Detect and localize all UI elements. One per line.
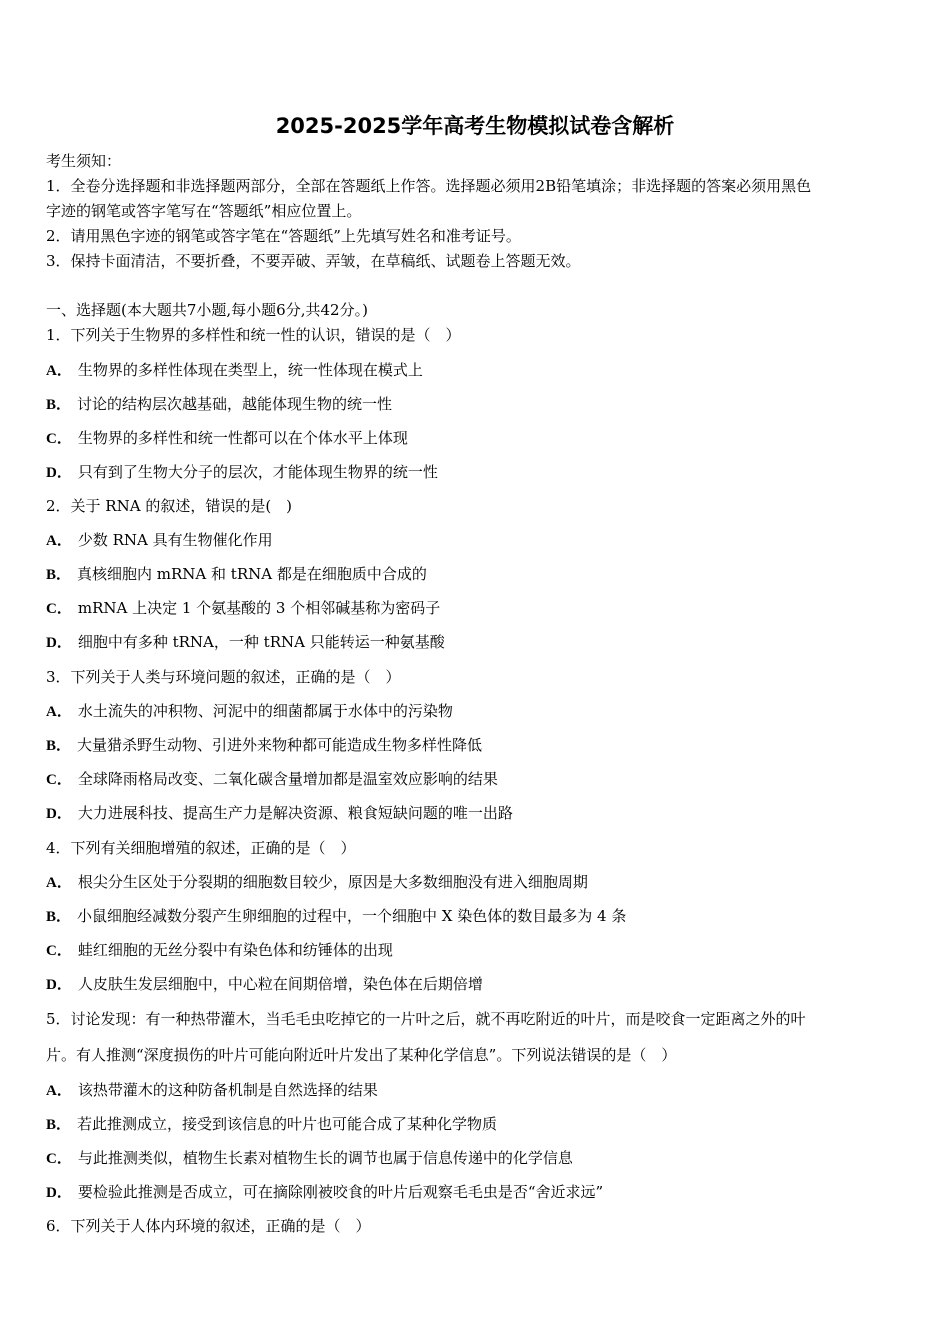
option-letter: C．: [46, 601, 72, 617]
answer-option: [46, 394, 392, 415]
answer-option: [46, 1080, 378, 1101]
option-text: 要检验此推测是否成立，可在摘除刚被咬食的叶片后观察毛毛虫是否“舍近求远”: [77, 1183, 604, 1201]
option-text: 若此推测成立，接受到该信息的叶片也可能合成了某种化学物质: [77, 1115, 498, 1133]
option-letter: C．: [46, 772, 72, 788]
option-text: 大力进展科技、提高生产力是解决资源、粮食短缺问题的唯一出路: [77, 804, 513, 822]
answer-option: [46, 803, 513, 824]
option-text: 生物界的多样性和统一性都可以在个体水平上体现: [77, 429, 408, 447]
option-text: 细胞中有多种 tRNA，一种 tRNA 只能转运一种氨基酸: [77, 633, 445, 651]
answer-option: [46, 632, 445, 653]
option-text: 大量猎杀野生动物、引进外来物种都可能造成生物多样性降低: [77, 736, 483, 754]
option-letter: A．: [46, 533, 72, 549]
answer-option: [46, 1148, 573, 1169]
option-letter: B．: [46, 738, 72, 754]
answer-option: [46, 360, 423, 381]
answer-option: [46, 735, 482, 756]
option-letter: B．: [46, 397, 72, 413]
option-letter: D．: [46, 1185, 72, 1201]
option-letter: C．: [46, 1151, 72, 1167]
answer-option: [46, 701, 453, 722]
option-text: 全球降雨格局改变、二氧化碳含量增加都是温室效应影响的结果: [77, 770, 498, 788]
option-letter: D．: [46, 635, 72, 651]
option-text: 只有到了生物大分子的层次，才能体现生物界的统一性: [77, 463, 438, 481]
option-text: 生物界的多样性体现在类型上，统一性体现在模式上: [77, 361, 423, 379]
notice-heading: 考生须知：: [46, 152, 122, 170]
option-letter: D．: [46, 806, 72, 822]
option-letter: A．: [46, 875, 72, 891]
option-text: 真核细胞内 mRNA 和 tRNA 都是在细胞质中合成的: [77, 565, 427, 583]
answer-option: [46, 598, 440, 619]
option-letter: A．: [46, 704, 72, 720]
answer-option: [46, 940, 393, 961]
option-letter: D．: [46, 465, 72, 481]
option-text: 小鼠细胞经减数分裂产生卵细胞的过程中，一个细胞中 X 染色体的数目最多为 4 条: [77, 907, 627, 925]
answer-option: [46, 872, 588, 893]
question-stem: 6．下列关于人体内环境的叙述，正确的是（ ）: [46, 1217, 371, 1235]
option-text: 蛙红细胞的无丝分裂中有染色体和纺锤体的出现: [77, 941, 393, 959]
answer-option: [46, 769, 498, 790]
question-stem-continued: 片。有人推测“深度损伤的叶片可能向附近叶片发出了某种化学信息”。下列说法错误的是（ ）: [46, 1046, 677, 1064]
answer-option: [46, 530, 273, 551]
answer-option: [46, 1114, 497, 1135]
notice-item: 3．保持卡面清洁，不要折叠，不要弄破、弄皱，在草稿纸、试题卷上答题无效。: [46, 252, 581, 270]
option-letter: C．: [46, 431, 72, 447]
option-letter: B．: [46, 567, 72, 583]
notice-item: 1．全卷分选择题和非选择题两部分，全部在答题纸上作答。选择题必须用2B铅笔填涂；非选择题的答案必须用黑色: [46, 177, 812, 195]
option-letter: D．: [46, 977, 72, 993]
question-stem: 1．下列关于生物界的多样性和统一性的认识，错误的是（ ）: [46, 326, 461, 344]
option-letter: B．: [46, 909, 72, 925]
option-text: 少数 RNA 具有生物催化作用: [77, 531, 273, 549]
option-text: 讨论的结构层次越基础，越能体现生物的统一性: [77, 395, 393, 413]
notice-item: 2．请用黑色字迹的钢笔或答字笔在“答题纸”上先填写姓名和准考证号。: [46, 227, 521, 245]
page-title: 2025-2025学年高考生物模拟试卷含解析: [275, 114, 675, 138]
option-text: 根尖分生区处于分裂期的细胞数目较少，原因是大多数细胞没有进入细胞周期: [77, 873, 588, 891]
option-text: 水土流失的冲积物、河泥中的细菌都属于水体中的污染物: [77, 702, 453, 720]
answer-option: [46, 564, 427, 585]
question-stem: 3．下列关于人类与环境问题的叙述，正确的是（ ）: [46, 668, 401, 686]
option-letter: C．: [46, 943, 72, 959]
option-text: 人皮肤生发层细胞中，中心粒在间期倍增，染色体在后期倍增: [77, 975, 483, 993]
answer-option: [46, 974, 483, 995]
option-text: 该热带灌木的这种防备机制是自然选择的结果: [77, 1081, 378, 1099]
option-text: 与此推测类似，植物生长素对植物生长的调节也属于信息传递中的化学信息: [77, 1149, 573, 1167]
section-heading: 一、选择题(本大题共7小题,每小题6分,共42分。): [46, 301, 368, 319]
question-stem: 2．关于 RNA 的叙述，错误的是( ): [46, 497, 293, 515]
answer-option: [46, 462, 438, 483]
option-letter: B．: [46, 1117, 72, 1133]
question-stem: 4．下列有关细胞增殖的叙述，正确的是（ ）: [46, 839, 356, 857]
option-letter: A．: [46, 363, 72, 379]
answer-option: [46, 1182, 603, 1203]
option-letter: A．: [46, 1083, 72, 1099]
answer-option: [46, 906, 626, 927]
option-text: mRNA 上决定 1 个氨基酸的 3 个相邻碱基称为密码子: [77, 599, 441, 617]
answer-option: [46, 428, 408, 449]
question-stem: 5．讨论发现：有一种热带灌木，当毛毛虫吃掉它的一片叶之后，就不再吃附近的叶片，而是咬食一定距离之外的叶: [46, 1010, 806, 1028]
notice-item: 字迹的钢笔或答字笔写在“答题纸”相应位置上。: [46, 202, 362, 220]
